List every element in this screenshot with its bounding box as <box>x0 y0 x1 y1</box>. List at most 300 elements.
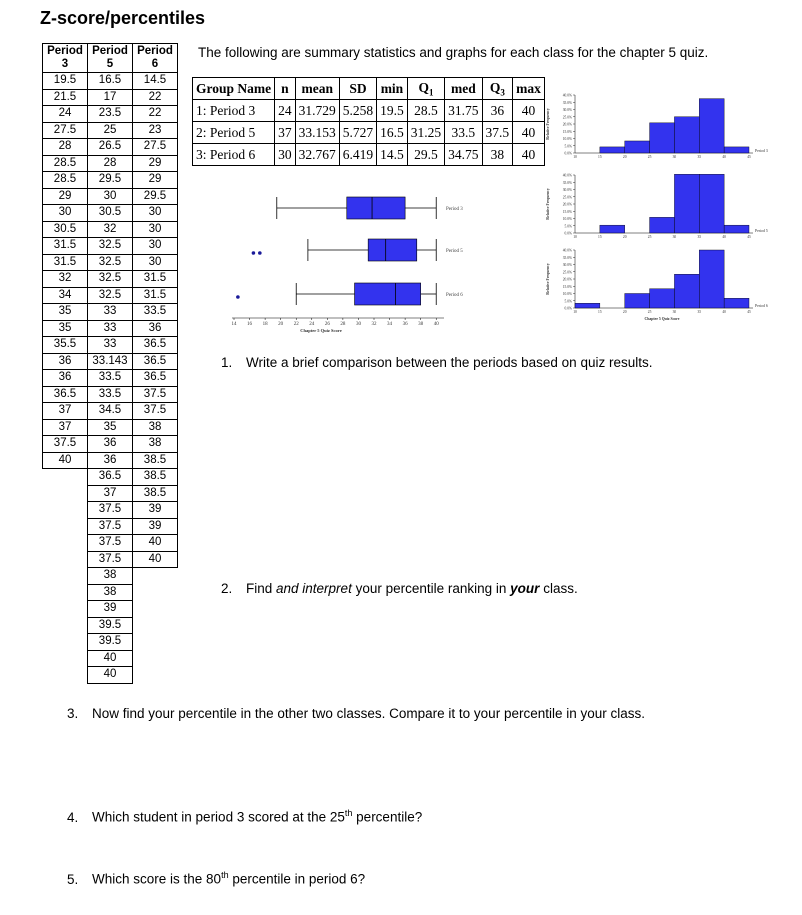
score-cell-period6: 30 <box>133 221 178 238</box>
score-cell-period5: 33 <box>88 337 133 354</box>
x-tick-label: 10 <box>573 235 577 239</box>
table-row <box>43 221 178 238</box>
score-cell-period5: 32.5 <box>88 238 133 255</box>
stat-cell: 29.5 <box>407 144 444 166</box>
empty-cell <box>43 667 88 684</box>
question-text: Find <box>246 581 277 596</box>
score-cell-period6: 38 <box>133 419 178 436</box>
histogram-bar <box>650 217 675 233</box>
table-row <box>43 436 178 453</box>
score-cell-period6: 31.5 <box>133 287 178 304</box>
summary-row <box>193 122 545 144</box>
x-tick-label: 15 <box>598 235 602 239</box>
question-number: 3. <box>67 706 79 721</box>
question-text: percentile? <box>352 809 423 825</box>
stat-cell: 37 <box>275 122 296 144</box>
score-cell-period6: 37.5 <box>133 386 178 403</box>
stat-cell: 33.153 <box>295 122 339 144</box>
question-number: 1. <box>221 355 233 370</box>
score-cell-period5: 39 <box>88 601 133 618</box>
score-cell-period6: 33.5 <box>133 304 178 321</box>
score-cell-period3: 28.5 <box>43 172 88 189</box>
stat-cell: 24 <box>275 100 296 122</box>
x-tick-label: 25 <box>647 235 652 239</box>
y-tick-label: 5.0% <box>564 224 572 229</box>
question-number: 5. <box>67 871 79 887</box>
empty-cell <box>43 617 88 634</box>
score-cell-period5: 32.5 <box>88 287 133 304</box>
table-row <box>43 205 178 222</box>
score-cell-period5: 38 <box>88 568 133 585</box>
outlier-point <box>236 295 240 299</box>
table-row <box>43 667 178 684</box>
score-cell-period3: 37 <box>43 419 88 436</box>
stat-cell: 40 <box>513 122 545 144</box>
score-cell-period6: 30 <box>133 254 178 271</box>
score-cell-period5: 33.143 <box>88 353 133 370</box>
histogram-bar <box>650 289 675 308</box>
summary-header: Group Name <box>193 78 275 100</box>
question-number: 2. <box>221 581 233 596</box>
score-cell-period5: 39.5 <box>88 634 133 651</box>
question-text: and interpret <box>276 581 352 596</box>
score-cell-period3: 31.5 <box>43 238 88 255</box>
table-row <box>43 172 178 189</box>
score-cell-period3: 27.5 <box>43 122 88 139</box>
y-tick-label: 15.0% <box>562 209 572 214</box>
score-cell-period5: 40 <box>88 650 133 667</box>
outlier-point <box>258 251 262 255</box>
score-cell-period3: 40 <box>43 452 88 469</box>
x-tick-label: 25 <box>647 310 652 314</box>
histogram-bar <box>674 117 699 153</box>
x-tick-label: 16 <box>247 322 253 327</box>
score-cell-period5: 33 <box>88 320 133 337</box>
table-row <box>43 485 178 502</box>
table-row <box>43 617 178 634</box>
score-cell-period6: 22 <box>133 106 178 123</box>
score-cell-period3: 31.5 <box>43 254 88 271</box>
empty-cell <box>43 485 88 502</box>
x-tick-label: 35 <box>697 310 702 314</box>
summary-row <box>193 144 545 166</box>
question-2 <box>221 581 578 596</box>
question-text: th <box>221 870 229 880</box>
score-cell-period6: 22 <box>133 89 178 106</box>
score-cell-period3: 29 <box>43 188 88 205</box>
question-1 <box>221 355 652 370</box>
table-row <box>43 650 178 667</box>
group-name-cell: 2: Period 5 <box>193 122 275 144</box>
y-tick-label: 40.0% <box>562 173 572 178</box>
score-cell-period3: 37.5 <box>43 436 88 453</box>
summary-header: med <box>445 78 482 100</box>
y-tick-label: 30.0% <box>562 108 572 112</box>
col-header-period-5: Period 5 <box>88 44 133 73</box>
score-cell-period6: 29.5 <box>133 188 178 205</box>
question-3 <box>67 706 645 721</box>
empty-cell <box>43 551 88 568</box>
score-cell-period6: 29 <box>133 172 178 189</box>
histogram-bar <box>699 99 724 153</box>
summary-header: max <box>513 78 545 100</box>
question-4 <box>67 808 422 825</box>
x-tick-label: 25 <box>647 155 652 159</box>
histogram-bar <box>674 174 699 233</box>
y-tick-label: 25.0% <box>562 270 572 275</box>
question-text: th <box>344 808 353 818</box>
x-tick-label: 38 <box>418 322 424 327</box>
y-tick-label: 15.0% <box>562 284 572 289</box>
intro-text: The following are summary statistics and graphs for each class for the chapter 5 quiz. <box>198 45 709 60</box>
score-cell-period3: 37 <box>43 403 88 420</box>
histogram-bar <box>724 298 749 308</box>
empty-cell <box>43 650 88 667</box>
y-tick-label: 35.0% <box>562 255 572 260</box>
summary-header: SD <box>339 78 376 100</box>
question-text: your percentile ranking in <box>351 581 511 596</box>
score-cell-period5: 34.5 <box>88 403 133 420</box>
table-row <box>43 155 178 172</box>
x-tick-label: 40 <box>433 322 439 327</box>
score-cell-period5: 33 <box>88 304 133 321</box>
table-row <box>43 320 178 337</box>
x-axis-label: Chapter 5 Quiz Score <box>300 328 342 333</box>
x-tick-label: 40 <box>722 235 726 239</box>
x-tick-label: 36 <box>402 322 408 327</box>
question-text: percentile in period 6? <box>228 871 366 887</box>
stat-cell: 36 <box>482 100 513 122</box>
histogram-bar <box>674 274 699 308</box>
score-cell-period3: 28.5 <box>43 155 88 172</box>
x-tick-label: 20 <box>622 235 627 239</box>
score-cell-period6: 30 <box>133 205 178 222</box>
histogram-chart <box>543 86 773 326</box>
score-cell-period6: 30 <box>133 238 178 255</box>
table-row <box>43 106 178 123</box>
score-cell-period6: 39 <box>133 502 178 519</box>
y-tick-label: 10.0% <box>562 137 572 141</box>
score-cell-period5: 32.5 <box>88 254 133 271</box>
x-tick-label: 45 <box>747 155 751 159</box>
x-tick-label: 32 <box>371 322 377 327</box>
score-cell-period5: 36.5 <box>88 469 133 486</box>
stat-cell: 32.767 <box>295 144 339 166</box>
score-cell-period6: 39 <box>133 518 178 535</box>
score-cell-period6: 40 <box>133 535 178 552</box>
table-row <box>43 403 178 420</box>
raw-score-table <box>42 43 178 684</box>
box-iqr <box>355 283 421 305</box>
y-tick-label: 20.0% <box>562 122 572 127</box>
x-tick-label: 30 <box>355 322 361 327</box>
question-5 <box>67 870 365 887</box>
y-tick-label: 10.0% <box>562 292 572 296</box>
table-row <box>43 337 178 354</box>
stat-cell: 40 <box>513 144 545 166</box>
x-tick-label: 14 <box>231 322 237 327</box>
summary-row <box>193 100 545 122</box>
y-tick-label: 30.0% <box>562 188 572 192</box>
y-tick-label: 40.0% <box>562 248 572 253</box>
histogram-bar <box>625 294 650 309</box>
score-cell-period6: 36.5 <box>133 337 178 354</box>
question-text: your <box>510 581 540 596</box>
stat-cell: 40 <box>513 100 545 122</box>
histogram-bar <box>699 174 724 233</box>
stat-cell: 19.5 <box>377 100 408 122</box>
y-tick-label: 25.0% <box>562 115 572 120</box>
score-cell-period5: 28 <box>88 155 133 172</box>
table-row <box>43 139 178 156</box>
score-cell-period5: 25 <box>88 122 133 139</box>
summary-header: mean <box>295 78 339 100</box>
table-row <box>43 535 178 552</box>
x-tick-label: 34 <box>387 322 393 327</box>
series-label: Period 3 <box>755 149 768 153</box>
empty-cell <box>133 584 178 601</box>
x-tick-label: 22 <box>293 322 299 327</box>
y-tick-label: 5.0% <box>564 144 572 149</box>
histogram-bar <box>699 250 724 308</box>
stat-cell: 34.75 <box>445 144 482 166</box>
x-tick-label: 45 <box>747 235 751 239</box>
score-cell-period6: 23 <box>133 122 178 139</box>
score-cell-period5: 39.5 <box>88 617 133 634</box>
question-text: class. <box>539 581 578 596</box>
score-cell-period5: 23.5 <box>88 106 133 123</box>
score-cell-period5: 37.5 <box>88 551 133 568</box>
x-tick-label: 26 <box>324 322 330 327</box>
score-cell-period3: 21.5 <box>43 89 88 106</box>
series-label: Period 6 <box>755 304 768 308</box>
score-cell-period6: 36 <box>133 320 178 337</box>
x-tick-label: 28 <box>340 322 346 327</box>
histogram-bar <box>600 225 625 233</box>
y-tick-label: 0.0% <box>564 151 572 156</box>
summary-header-q3: $Q_3$ <box>482 78 513 100</box>
table-row <box>43 469 178 486</box>
x-tick-label: 20 <box>622 310 627 314</box>
y-axis-label: Relative Frequency <box>546 108 550 140</box>
score-cell-period3: 35.5 <box>43 337 88 354</box>
histogram-bar <box>650 123 675 153</box>
y-tick-label: 0.0% <box>564 306 572 311</box>
empty-cell <box>133 650 178 667</box>
series-label: Period 3 <box>446 207 463 212</box>
y-tick-label: 20.0% <box>562 277 572 282</box>
x-tick-label: 30 <box>672 155 677 159</box>
x-tick-label: 40 <box>722 155 726 159</box>
score-cell-period3: 36 <box>43 370 88 387</box>
y-tick-label: 20.0% <box>562 202 572 207</box>
x-tick-label: 20 <box>278 322 284 327</box>
y-tick-label: 10.0% <box>562 217 572 221</box>
table-row <box>43 188 178 205</box>
x-tick-label: 20 <box>622 155 627 159</box>
score-cell-period6: 36.5 <box>133 353 178 370</box>
x-tick-label: 18 <box>262 322 268 327</box>
score-cell-period5: 30 <box>88 188 133 205</box>
x-tick-label: 10 <box>573 155 577 159</box>
histogram-bar <box>724 147 749 153</box>
score-cell-period5: 37 <box>88 485 133 502</box>
score-cell-period6: 31.5 <box>133 271 178 288</box>
stat-cell: 14.5 <box>377 144 408 166</box>
table-row <box>43 601 178 618</box>
table-row <box>43 584 178 601</box>
x-tick-label: 45 <box>747 310 751 314</box>
score-cell-period3: 30 <box>43 205 88 222</box>
y-axis-label: Relative Frequency <box>546 188 550 220</box>
stat-cell: 5.727 <box>339 122 376 144</box>
empty-cell <box>43 535 88 552</box>
table-row <box>43 370 178 387</box>
table-row <box>43 452 178 469</box>
score-cell-period6: 38.5 <box>133 469 178 486</box>
y-tick-label: 35.0% <box>562 180 572 185</box>
y-axis-label: Relative Frequency <box>546 263 550 295</box>
table-row <box>43 254 178 271</box>
score-cell-period6: 29 <box>133 155 178 172</box>
summary-header: min <box>377 78 408 100</box>
empty-cell <box>43 584 88 601</box>
score-cell-period3: 24 <box>43 106 88 123</box>
y-tick-label: 35.0% <box>562 100 572 105</box>
y-tick-label: 40.0% <box>562 93 572 98</box>
histogram-bar <box>625 141 650 153</box>
x-tick-label: 40 <box>722 310 726 314</box>
score-cell-period3: 36 <box>43 353 88 370</box>
col-header-period-3: Period 3 <box>43 44 88 73</box>
score-cell-period5: 29.5 <box>88 172 133 189</box>
score-cell-period5: 37.5 <box>88 502 133 519</box>
score-cell-period6: 37.5 <box>133 403 178 420</box>
x-tick-label: 24 <box>309 322 315 327</box>
score-cell-period5: 30.5 <box>88 205 133 222</box>
score-cell-period6: 36.5 <box>133 370 178 387</box>
score-cell-period6: 14.5 <box>133 73 178 90</box>
table-row <box>43 287 178 304</box>
question-text: Write a brief comparison between the periods based on quiz results. <box>246 355 653 370</box>
table-row <box>43 419 178 436</box>
empty-cell <box>43 568 88 585</box>
stat-cell: 31.75 <box>445 100 482 122</box>
boxplot-chart <box>222 185 472 335</box>
stat-cell: 28.5 <box>407 100 444 122</box>
empty-cell <box>133 617 178 634</box>
empty-cell <box>43 601 88 618</box>
score-cell-period5: 40 <box>88 667 133 684</box>
table-row <box>43 304 178 321</box>
score-cell-period5: 37.5 <box>88 535 133 552</box>
stat-cell: 37.5 <box>482 122 513 144</box>
empty-cell <box>43 634 88 651</box>
empty-cell <box>133 667 178 684</box>
table-row <box>43 386 178 403</box>
group-name-cell: 1: Period 3 <box>193 100 275 122</box>
empty-cell <box>133 634 178 651</box>
summary-header-q1: $Q_1$ <box>407 78 444 100</box>
series-label: Period 5 <box>446 249 463 254</box>
score-cell-period5: 36 <box>88 452 133 469</box>
table-row <box>43 89 178 106</box>
table-row <box>43 122 178 139</box>
score-cell-period3: 28 <box>43 139 88 156</box>
score-cell-period6: 27.5 <box>133 139 178 156</box>
question-text: Which student in period 3 scored at the 25 <box>92 809 345 825</box>
box-iqr <box>368 239 417 261</box>
table-row <box>43 73 178 90</box>
x-tick-label: 35 <box>697 235 702 239</box>
summary-header: n <box>275 78 296 100</box>
stat-cell: 5.258 <box>339 100 376 122</box>
summary-stats-table <box>192 77 545 166</box>
x-tick-label: 15 <box>598 155 602 159</box>
score-cell-period3: 36.5 <box>43 386 88 403</box>
score-cell-period5: 35 <box>88 419 133 436</box>
table-row <box>43 353 178 370</box>
score-cell-period3: 19.5 <box>43 73 88 90</box>
score-cell-period3: 30.5 <box>43 221 88 238</box>
stat-cell: 30 <box>275 144 296 166</box>
histogram-bar <box>600 147 625 153</box>
score-cell-period5: 17 <box>88 89 133 106</box>
outlier-point <box>252 251 256 255</box>
score-cell-period6: 38.5 <box>133 452 178 469</box>
histogram-bar <box>575 303 600 308</box>
y-tick-label: 5.0% <box>564 299 572 304</box>
score-cell-period5: 32.5 <box>88 271 133 288</box>
score-cell-period5: 32 <box>88 221 133 238</box>
x-tick-label: 15 <box>598 310 602 314</box>
box-iqr <box>347 197 405 219</box>
score-cell-period6: 40 <box>133 551 178 568</box>
y-tick-label: 30.0% <box>562 263 572 267</box>
stat-cell: 16.5 <box>377 122 408 144</box>
y-tick-label: 0.0% <box>564 231 572 236</box>
empty-cell <box>133 568 178 585</box>
table-row <box>43 518 178 535</box>
table-row <box>43 502 178 519</box>
score-cell-period3: 35 <box>43 304 88 321</box>
stat-cell: 31.25 <box>407 122 444 144</box>
y-tick-label: 25.0% <box>562 195 572 200</box>
table-row <box>43 551 178 568</box>
score-cell-period5: 33.5 <box>88 370 133 387</box>
table-row <box>43 634 178 651</box>
score-cell-period3: 34 <box>43 287 88 304</box>
question-text: Now find your percentile in the other two classes. Compare it to your percentile in your class. <box>92 706 646 721</box>
empty-cell <box>43 502 88 519</box>
table-row <box>43 271 178 288</box>
score-cell-period3: 35 <box>43 320 88 337</box>
score-cell-period5: 33.5 <box>88 386 133 403</box>
x-tick-label: 30 <box>672 310 677 314</box>
histogram-bar <box>724 225 749 233</box>
group-name-cell: 3: Period 6 <box>193 144 275 166</box>
score-cell-period5: 26.5 <box>88 139 133 156</box>
stat-cell: 6.419 <box>339 144 376 166</box>
x-axis-label: Chapter 5 Quiz Score <box>644 317 680 321</box>
series-label: Period 6 <box>446 293 463 298</box>
stat-cell: 33.5 <box>445 122 482 144</box>
table-row <box>43 238 178 255</box>
score-cell-period6: 38 <box>133 436 178 453</box>
col-header-period-6: Period 6 <box>133 44 178 73</box>
page-title: Z-score/percentiles <box>40 8 206 28</box>
y-tick-label: 15.0% <box>562 129 572 134</box>
